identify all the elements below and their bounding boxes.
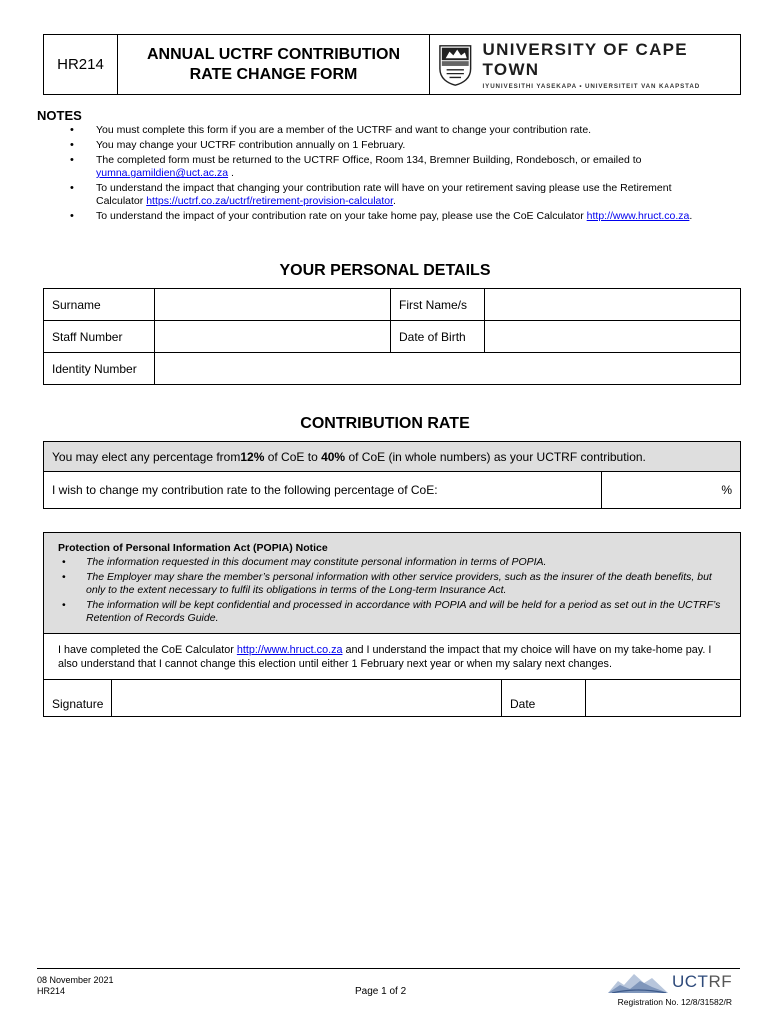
- surname-label: Surname: [44, 289, 155, 321]
- first-names-label: First Name/s: [391, 289, 485, 321]
- popia-title: Protection of Personal Information Act (POPIA) Notice: [58, 542, 328, 554]
- footer-date: 08 November 2021: [37, 975, 114, 985]
- footer-divider: [37, 968, 740, 969]
- note-item: • To understand the impact that changing your contribution rate will have on your retirement saving please use the Retirement Calculator https://uctrf.co.za/uctrf/retirement-provision-calculator.: [68, 182, 708, 208]
- email-link[interactable]: yumna.gamildien@uct.ac.za: [96, 167, 229, 179]
- form-title: [118, 35, 430, 94]
- notes-title: NOTES: [37, 108, 82, 123]
- contribution-table: [43, 441, 741, 509]
- note-item: • You must complete this form if you are a member of the UCTRF and want to change your contribution rate.: [68, 124, 708, 137]
- uctrf-wordmark: UCTRF: [672, 972, 733, 991]
- notes-list: [68, 124, 708, 225]
- footer-code: HR214: [37, 986, 66, 996]
- staff-number-label: Staff Number: [44, 321, 155, 353]
- popia-section: [43, 532, 741, 717]
- contribution-wish-label: I wish to change my contribution rate to the following percentage of CoE:: [44, 472, 602, 508]
- footer-info: [37, 975, 114, 997]
- form-title-line1: ANNUAL UCTRF CONTRIBUTION: [146, 45, 400, 63]
- registration-number: Registration No. 12/8/31582/R: [617, 997, 732, 1007]
- signature-field[interactable]: [112, 680, 502, 716]
- personal-details-title: YOUR PERSONAL DETAILS: [279, 262, 491, 279]
- personal-details-table: [43, 288, 741, 385]
- signature-label: Signature: [44, 680, 112, 716]
- surname-field[interactable]: [155, 289, 391, 321]
- dob-field[interactable]: [485, 321, 741, 353]
- date-field[interactable]: [586, 680, 740, 716]
- popia-item: • The information requested in this document may constitute personal information in terms of POPIA.: [58, 556, 726, 569]
- retirement-calculator-link[interactable]: https://uctrf.co.za/uctrf/retirement-provision-calculator: [146, 195, 394, 207]
- note-item: • The completed form must be returned to the UCTRF Office, Room 134, Bremner Building, Rondebosch, or emailed to yumna.gamildien@uct.ac.za .: [68, 154, 708, 180]
- contribution-rate-title: CONTRIBUTION RATE: [300, 415, 470, 432]
- first-names-field[interactable]: [485, 289, 741, 321]
- dob-label: Date of Birth: [391, 321, 485, 353]
- form-title-line2: RATE CHANGE FORM: [189, 65, 358, 83]
- uct-crest-icon: [438, 43, 473, 87]
- declaration-text: I have completed the CoE Calculator http://www.hruct.co.za and I understand the impact that my choice will have on my take-home pay. I also understand that I cannot change this election until either 1 February next year or when my salary next changes.: [44, 634, 740, 680]
- declaration-coe-link[interactable]: http://www.hruct.co.za: [236, 644, 343, 656]
- popia-notice: [44, 533, 740, 634]
- university-name: UNIVERSITY OF CAPE TOWN: [482, 39, 688, 79]
- mountain-logo-icon: [608, 971, 668, 993]
- form-code: HR214: [44, 35, 118, 94]
- id-number-label: Identity Number: [44, 353, 155, 385]
- form-header: [43, 34, 741, 95]
- uct-logo: [430, 35, 740, 94]
- coe-calculator-link[interactable]: http://www.hruct.co.za: [586, 210, 690, 222]
- note-item: • To understand the impact of your contribution rate on your take home pay, please use the CoE Calculator http://www.hruct.co.za.: [68, 210, 708, 223]
- id-number-field[interactable]: [155, 353, 741, 385]
- uctrf-logo: [608, 971, 732, 993]
- page-number: Page 1 of 2: [355, 986, 407, 997]
- note-item: • You may change your UCTRF contribution annually on 1 February.: [68, 139, 708, 152]
- signature-row: [44, 680, 740, 716]
- date-label: Date: [502, 680, 586, 716]
- staff-number-field[interactable]: [155, 321, 391, 353]
- popia-item: • The information will be kept confidential and processed in accordance with POPIA and will be held for a period as set out in the UCTRF’s Retention of Records Guide.: [58, 599, 726, 625]
- contribution-instruction: You may elect any percentage from 12% of CoE to 40% of CoE (in whole numbers) as your UCTRF contribution.: [44, 442, 740, 472]
- contribution-percentage-field[interactable]: %: [721, 483, 732, 497]
- university-subtitle: IYUNIVESITHI YASEKAPA • UNIVERSITEIT VAN KAAPSTAD: [482, 82, 701, 90]
- popia-item: • The Employer may share the member’s personal information with other service providers, such as the insurer of the death benefits, but only to the extent necessary to fulfil its obligations in terms of the Long-term Insurance Act.: [58, 571, 726, 597]
